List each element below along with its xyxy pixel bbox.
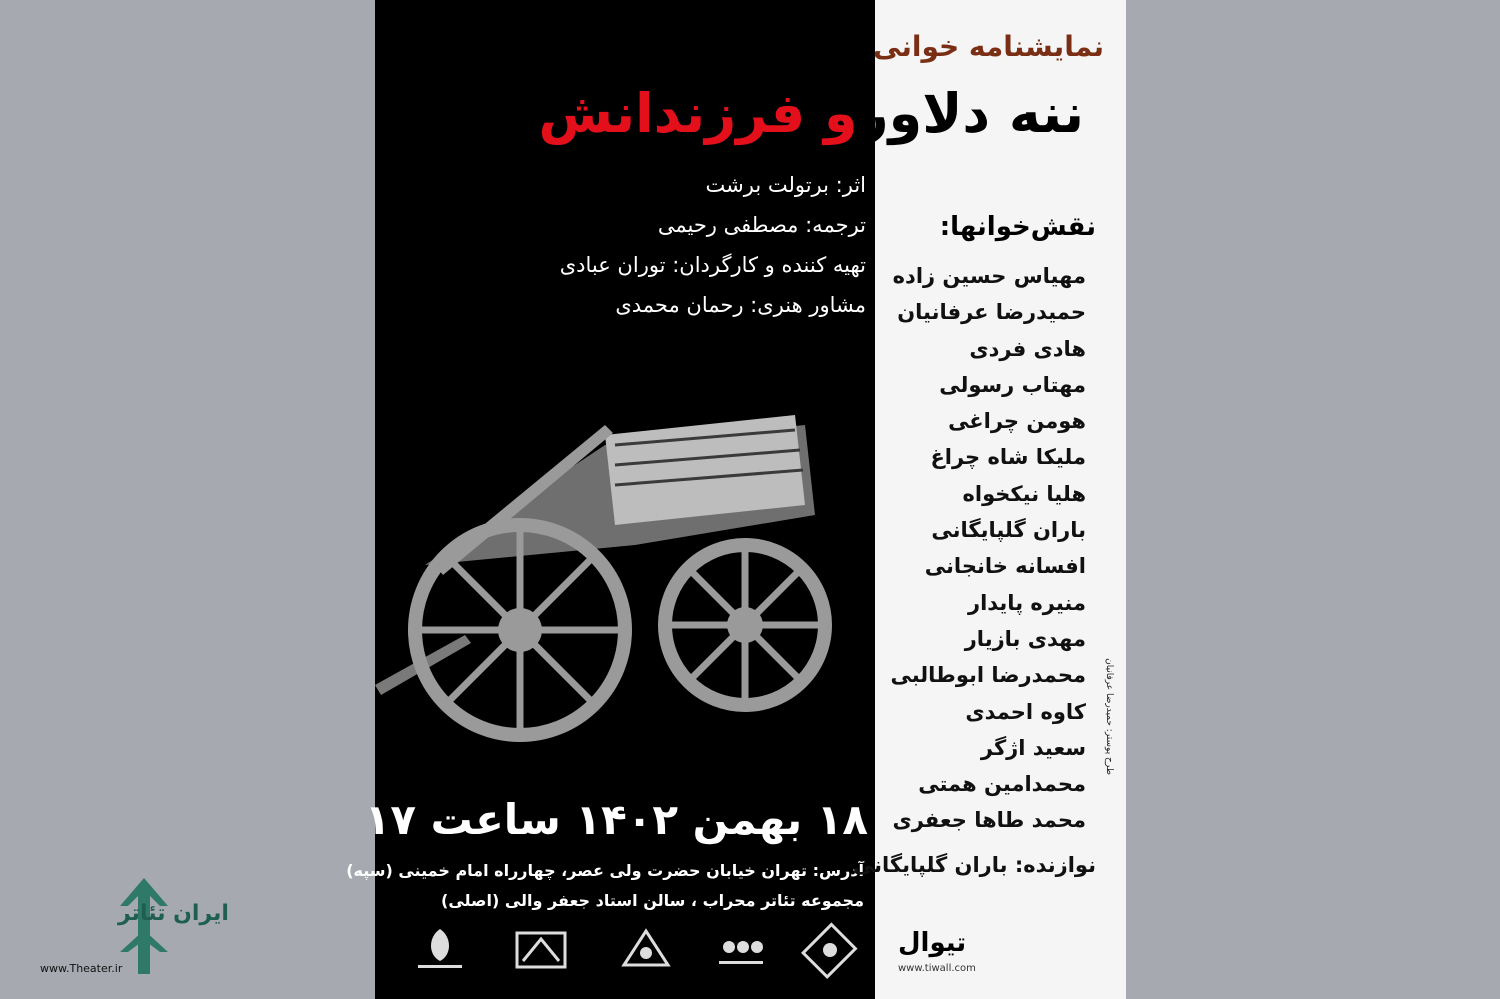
logo-ministry	[410, 925, 470, 977]
credit-director: تهیه کننده و کارگردان: توران عبادی	[559, 253, 866, 277]
cast-item: ملیکا شاه چراغ	[930, 445, 1086, 470]
cast-item: هلیا نیکخواه	[962, 481, 1086, 506]
cast-list	[890, 258, 1086, 839]
logo-fifth	[805, 925, 855, 977]
cast-item: افسانه خانجانی	[924, 554, 1086, 579]
cast-item: سعید اژگر	[980, 735, 1086, 760]
title-part2: و فرزندانش	[538, 82, 858, 145]
cast-item: حمیدرضا عرفانیان	[897, 300, 1086, 325]
reading-label: نمایشنامه خوانی	[873, 30, 1104, 63]
credit-advisor: مشاور هنری: رحمان محمدی	[615, 293, 866, 317]
cast-item: مهدی بازیار	[964, 626, 1086, 651]
title-part1: ننه دلاور	[857, 82, 1084, 145]
cast-item: محمدامین همتی	[918, 772, 1086, 797]
cast-item: مهتاب رسولی	[939, 372, 1086, 397]
cast-item: هومن چراغی	[948, 409, 1086, 434]
watermark-brand: ایران تئاتر	[118, 901, 229, 926]
watermark-url: www.Theater.ir	[40, 962, 123, 975]
poster-title	[539, 82, 1084, 145]
poster	[346, 0, 1126, 999]
credit-author: اثر: برتولت برشت	[705, 173, 866, 197]
address-block	[346, 856, 864, 916]
cast-item: باران گلپایگانی	[931, 518, 1086, 543]
credit-translator: ترجمه: مصطفی رحیمی	[657, 213, 866, 237]
cast-item: محمدرضا ابوطالبی	[890, 663, 1086, 688]
cast-item: محمد طاها جعفری	[892, 808, 1086, 833]
address-line1: آدرس: تهران خیابان حضرت ولی عصر، چهارراه امام خمینی (سپه)	[346, 861, 864, 880]
designer-credit-text: طرح پوستر: حمیدرضا عرفانیان	[1104, 658, 1114, 775]
cast-item: هادی فردی	[969, 336, 1086, 361]
performance-date: ۱۸ بهمن ۱۴۰۲ ساعت ۱۷	[364, 795, 868, 844]
logo-mehrab	[513, 925, 569, 977]
tiwall-url: www.tiwall.com	[898, 963, 976, 974]
cast-item: مهیاس حسین زاده	[892, 264, 1086, 288]
logo-third	[618, 925, 674, 977]
logo-fourth	[713, 925, 769, 977]
address-line2: مجموعه تئاتر محراب ، سالن استاد جعفر والی (اصلی)	[441, 891, 864, 910]
wagon-illustration	[375, 385, 875, 785]
tiwall-logo: تیوال	[898, 928, 967, 958]
watermark-emblem	[120, 878, 168, 974]
cast-heading: نقش‌خوانها:	[939, 212, 1096, 242]
designer-credit	[1092, 658, 1114, 910]
cast-item: منیره پایدار	[968, 590, 1086, 615]
credits	[560, 165, 866, 325]
musician-credit: نوازنده: باران گلپایگانی	[852, 853, 1096, 877]
cast-item: کاوه احمدی	[965, 699, 1086, 724]
